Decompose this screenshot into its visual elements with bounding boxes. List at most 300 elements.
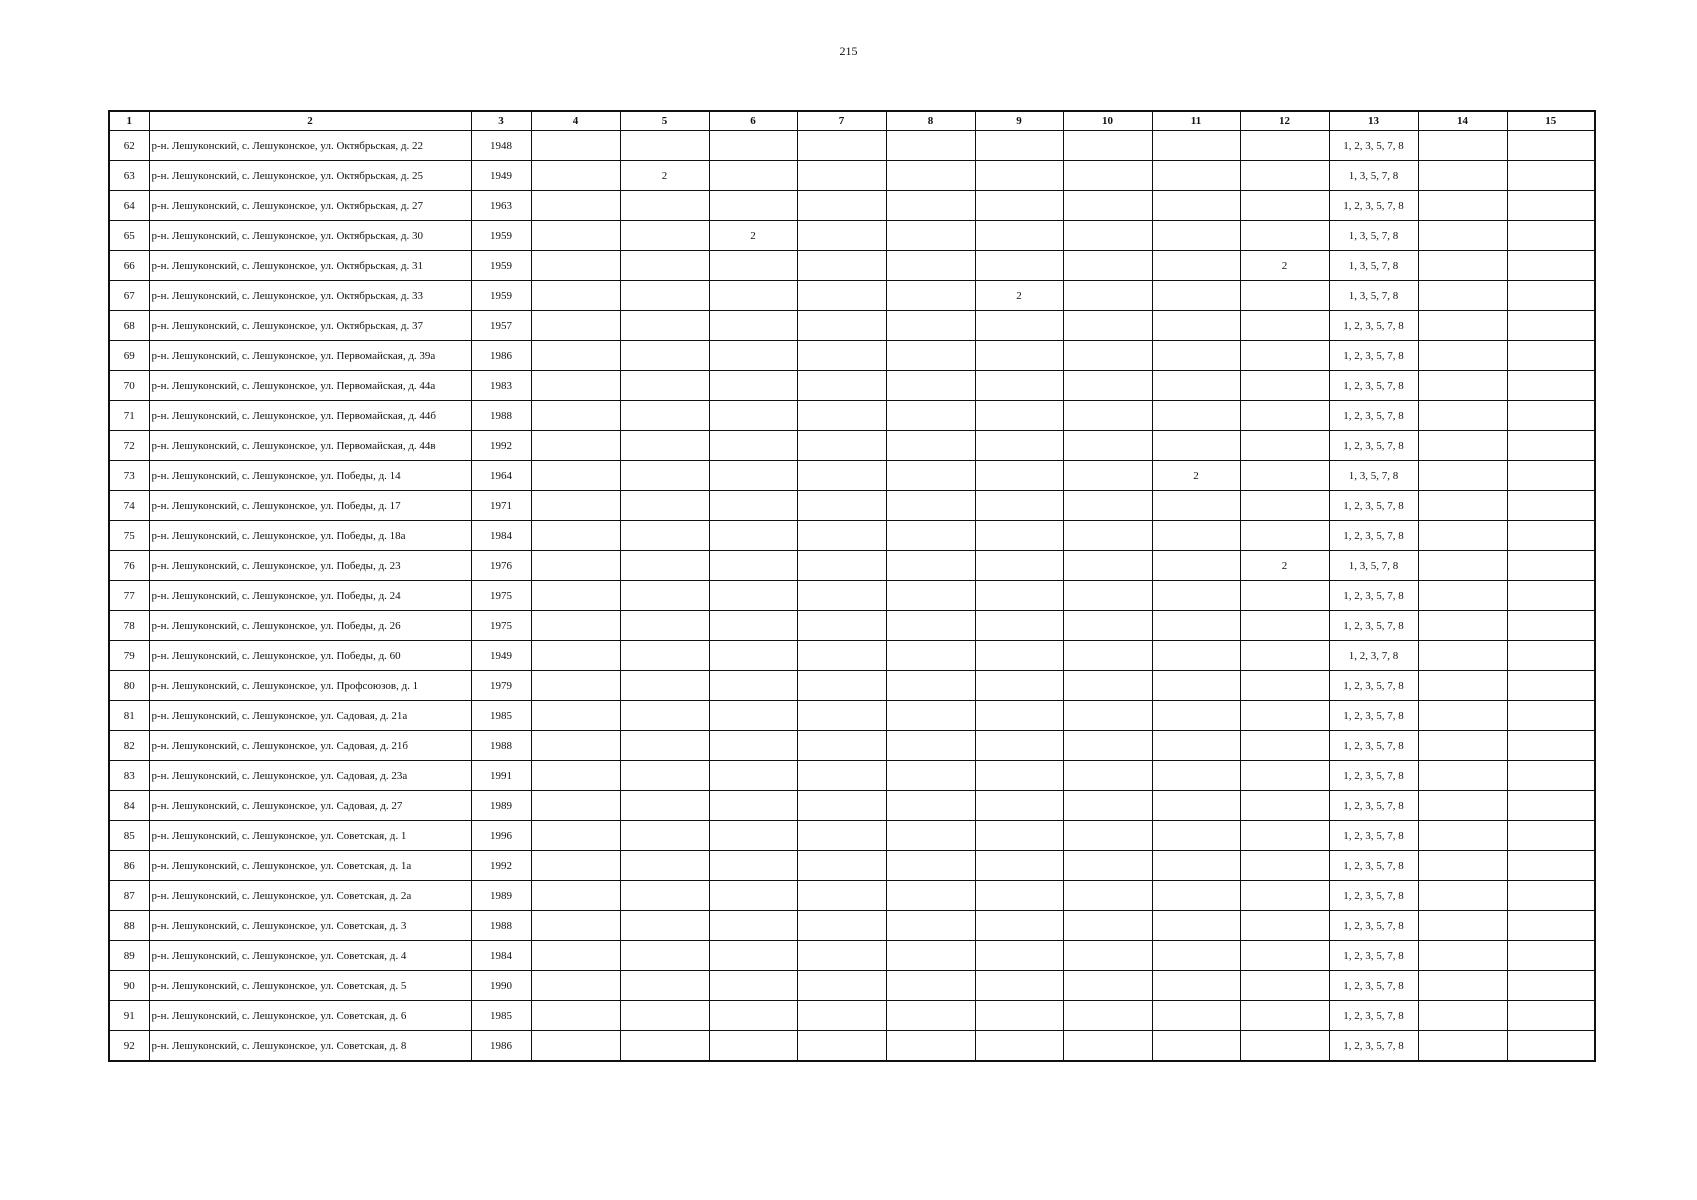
table-cell-col-13: 1, 2, 3, 5, 7, 8 [1329,581,1418,611]
table-cell-col-15 [1507,161,1595,191]
table-cell-col-10 [1063,371,1152,401]
table-cell-col-11 [1152,611,1240,641]
table-cell-col-4 [531,821,620,851]
table-cell-col-15 [1507,251,1595,281]
table-cell-col-15 [1507,191,1595,221]
table-cell-col-1: 66 [109,251,149,281]
table-cell-col-15 [1507,731,1595,761]
table-cell-col-9 [975,641,1063,671]
table-cell-col-10 [1063,191,1152,221]
table-cell-col-7 [797,401,886,431]
column-header-3: 3 [471,111,531,131]
table-cell-col-5 [620,671,709,701]
table-cell-col-5 [620,971,709,1001]
table-cell-col-1: 75 [109,521,149,551]
table-cell-col-13: 1, 2, 3, 5, 7, 8 [1329,521,1418,551]
table-row [109,1001,1595,1031]
table-cell-col-1: 82 [109,731,149,761]
table-cell-col-8 [886,1001,975,1031]
table-cell-col-11 [1152,551,1240,581]
table-cell-col-9: 2 [975,281,1063,311]
table-cell-col-11 [1152,881,1240,911]
table-cell-col-8 [886,791,975,821]
table-cell-col-6 [709,341,797,371]
table-cell-col-4 [531,1001,620,1031]
table-cell-col-9 [975,131,1063,161]
table-cell-col-14 [1418,221,1507,251]
column-header-13: 13 [1329,111,1418,131]
table-cell-col-8 [886,491,975,521]
table-cell-col-8 [886,911,975,941]
table-cell-col-11 [1152,221,1240,251]
table-cell-col-12 [1240,221,1329,251]
table-cell-col-9 [975,1031,1063,1062]
table-cell-col-8 [886,251,975,281]
table-cell-col-14 [1418,161,1507,191]
table-cell-col-7 [797,671,886,701]
table-cell-col-5 [620,371,709,401]
table-cell-col-10 [1063,221,1152,251]
table-cell-col-13: 1, 2, 3, 5, 7, 8 [1329,401,1418,431]
table-cell-col-10 [1063,671,1152,701]
table-cell-col-4 [531,1031,620,1062]
table-cell-col-12 [1240,491,1329,521]
column-header-9: 9 [975,111,1063,131]
table-cell-col-2: р-н. Лешуконский, с. Лешуконское, ул. Октябрьская, д. 25 [149,161,471,191]
table-cell-col-8 [886,431,975,461]
table-cell-col-2: р-н. Лешуконский, с. Лешуконское, ул. Профсоюзов, д. 1 [149,671,471,701]
table-row [109,851,1595,881]
table-cell-col-8 [886,971,975,1001]
table-cell-col-12 [1240,941,1329,971]
table-row [109,731,1595,761]
table-cell-col-11 [1152,971,1240,1001]
table-cell-col-11 [1152,911,1240,941]
table-cell-col-2: р-н. Лешуконский, с. Лешуконское, ул. Октябрьская, д. 22 [149,131,471,161]
table-cell-col-1: 76 [109,551,149,581]
table-cell-col-9 [975,401,1063,431]
table-cell-col-2: р-н. Лешуконский, с. Лешуконское, ул. Советская, д. 1 [149,821,471,851]
table-cell-col-14 [1418,611,1507,641]
table-cell-col-11: 2 [1152,461,1240,491]
table-cell-col-3: 1988 [471,401,531,431]
table-cell-col-12 [1240,401,1329,431]
table-cell-col-4 [531,791,620,821]
table-cell-col-14 [1418,671,1507,701]
table-cell-col-4 [531,701,620,731]
table-cell-col-8 [886,761,975,791]
table-cell-col-10 [1063,311,1152,341]
table-cell-col-7 [797,251,886,281]
table-cell-col-9 [975,791,1063,821]
table-cell-col-7 [797,341,886,371]
table-cell-col-13: 1, 2, 3, 5, 7, 8 [1329,941,1418,971]
table-cell-col-12 [1240,611,1329,641]
table-cell-col-5 [620,431,709,461]
table-cell-col-2: р-н. Лешуконский, с. Лешуконское, ул. Победы, д. 26 [149,611,471,641]
table-cell-col-15 [1507,611,1595,641]
table-cell-col-14 [1418,131,1507,161]
table-cell-col-3: 1996 [471,821,531,851]
table-cell-col-7 [797,221,886,251]
table-cell-col-4 [531,191,620,221]
table-cell-col-11 [1152,941,1240,971]
table-row [109,251,1595,281]
table-cell-col-6 [709,941,797,971]
table-cell-col-11 [1152,701,1240,731]
table-cell-col-5 [620,401,709,431]
column-header-10: 10 [1063,111,1152,131]
table-cell-col-2: р-н. Лешуконский, с. Лешуконское, ул. Советская, д. 1а [149,851,471,881]
table-cell-col-2: р-н. Лешуконский, с. Лешуконское, ул. Победы, д. 17 [149,491,471,521]
table-cell-col-1: 67 [109,281,149,311]
table-cell-col-10 [1063,281,1152,311]
table-cell-col-12 [1240,581,1329,611]
table-cell-col-8 [886,611,975,641]
table-cell-col-5 [620,821,709,851]
table-cell-col-8 [886,821,975,851]
table-cell-col-11 [1152,521,1240,551]
table-cell-col-14 [1418,491,1507,521]
table-cell-col-2: р-н. Лешуконский, с. Лешуконское, ул. Первомайская, д. 44в [149,431,471,461]
table-cell-col-2: р-н. Лешуконский, с. Лешуконское, ул. Первомайская, д. 39а [149,341,471,371]
table-cell-col-10 [1063,341,1152,371]
table-cell-col-12 [1240,371,1329,401]
table-cell-col-10 [1063,761,1152,791]
table-cell-col-10 [1063,881,1152,911]
table-cell-col-7 [797,1031,886,1062]
table-cell-col-7 [797,971,886,1001]
table-cell-col-12 [1240,851,1329,881]
table-cell-col-4 [531,761,620,791]
table-cell-col-11 [1152,641,1240,671]
table-cell-col-8 [886,641,975,671]
table-cell-col-8 [886,581,975,611]
table-cell-col-7 [797,881,886,911]
table-cell-col-2: р-н. Лешуконский, с. Лешуконское, ул. Садовая, д. 21а [149,701,471,731]
table-cell-col-1: 83 [109,761,149,791]
table-cell-col-14 [1418,461,1507,491]
table-cell-col-6 [709,731,797,761]
table-cell-col-1: 63 [109,161,149,191]
table-cell-col-6: 2 [709,221,797,251]
table-cell-col-15 [1507,911,1595,941]
table-cell-col-2: р-н. Лешуконский, с. Лешуконское, ул. Победы, д. 24 [149,581,471,611]
table-cell-col-13: 1, 2, 3, 5, 7, 8 [1329,341,1418,371]
table-cell-col-1: 79 [109,641,149,671]
table-cell-col-14 [1418,1031,1507,1062]
table-cell-col-10 [1063,731,1152,761]
table-cell-col-10 [1063,161,1152,191]
table-cell-col-2: р-н. Лешуконский, с. Лешуконское, ул. Советская, д. 3 [149,911,471,941]
table-cell-col-11 [1152,191,1240,221]
column-header-6: 6 [709,111,797,131]
table-cell-col-10 [1063,581,1152,611]
table-cell-col-13: 1, 2, 3, 5, 7, 8 [1329,671,1418,701]
table-cell-col-2: р-н. Лешуконский, с. Лешуконское, ул. Садовая, д. 21б [149,731,471,761]
table-cell-col-2: р-н. Лешуконский, с. Лешуконское, ул. Советская, д. 6 [149,1001,471,1031]
table-row [109,701,1595,731]
table-cell-col-4 [531,971,620,1001]
table-cell-col-10 [1063,911,1152,941]
table-row [109,281,1595,311]
table-cell-col-7 [797,491,886,521]
table-cell-col-3: 1971 [471,491,531,521]
table-cell-col-4 [531,131,620,161]
table-cell-col-4 [531,911,620,941]
table-cell-col-1: 77 [109,581,149,611]
column-header-15: 15 [1507,111,1595,131]
table-cell-col-9 [975,851,1063,881]
table-cell-col-7 [797,521,886,551]
table-cell-col-5 [620,701,709,731]
table-cell-col-4 [531,551,620,581]
table-cell-col-2: р-н. Лешуконский, с. Лешуконское, ул. Октябрьская, д. 30 [149,221,471,251]
table-cell-col-4 [531,371,620,401]
table-cell-col-15 [1507,971,1595,1001]
table-cell-col-1: 92 [109,1031,149,1062]
table-cell-col-9 [975,341,1063,371]
table-cell-col-12 [1240,641,1329,671]
table-cell-col-12 [1240,1001,1329,1031]
table-row [109,881,1595,911]
table-cell-col-11 [1152,1031,1240,1062]
table-cell-col-1: 65 [109,221,149,251]
table-cell-col-4 [531,731,620,761]
table-cell-col-2: р-н. Лешуконский, с. Лешуконское, ул. Советская, д. 5 [149,971,471,1001]
table-cell-col-10 [1063,401,1152,431]
table-cell-col-14 [1418,941,1507,971]
table-cell-col-7 [797,641,886,671]
table-cell-col-5 [620,521,709,551]
table-cell-col-9 [975,461,1063,491]
table-cell-col-15 [1507,581,1595,611]
table-cell-col-5 [620,851,709,881]
table-cell-col-5 [620,911,709,941]
table-cell-col-5 [620,491,709,521]
table-cell-col-6 [709,461,797,491]
table-cell-col-7 [797,371,886,401]
table-cell-col-9 [975,551,1063,581]
table-cell-col-7 [797,161,886,191]
table-cell-col-4 [531,251,620,281]
table-cell-col-3: 1949 [471,161,531,191]
table-cell-col-13: 1, 2, 3, 5, 7, 8 [1329,731,1418,761]
table-cell-col-6 [709,581,797,611]
table-cell-col-10 [1063,1001,1152,1031]
table-cell-col-3: 1988 [471,911,531,941]
table-cell-col-3: 1975 [471,611,531,641]
table-cell-col-12 [1240,701,1329,731]
table-cell-col-3: 1992 [471,851,531,881]
table-cell-col-1: 87 [109,881,149,911]
table-cell-col-2: р-н. Лешуконский, с. Лешуконское, ул. Октябрьская, д. 33 [149,281,471,311]
table-cell-col-12 [1240,881,1329,911]
column-header-14: 14 [1418,111,1507,131]
table-cell-col-2: р-н. Лешуконский, с. Лешуконское, ул. Победы, д. 18а [149,521,471,551]
table-cell-col-8 [886,311,975,341]
table-cell-col-9 [975,191,1063,221]
column-header-11: 11 [1152,111,1240,131]
table-cell-col-7 [797,791,886,821]
column-header-1: 1 [109,111,149,131]
table-cell-col-10 [1063,701,1152,731]
table-cell-col-7 [797,761,886,791]
table-cell-col-3: 1959 [471,221,531,251]
table-cell-col-8 [886,1031,975,1062]
table-cell-col-6 [709,971,797,1001]
table-cell-col-13: 1, 3, 5, 7, 8 [1329,221,1418,251]
table-cell-col-8 [886,221,975,251]
table-row [109,431,1595,461]
table-cell-col-1: 69 [109,341,149,371]
table-cell-col-6 [709,251,797,281]
table-row [109,911,1595,941]
table-cell-col-4 [531,461,620,491]
table-cell-col-10 [1063,641,1152,671]
table-cell-col-12 [1240,671,1329,701]
table-cell-col-11 [1152,821,1240,851]
table-cell-col-7 [797,551,886,581]
table-cell-col-12 [1240,521,1329,551]
table-cell-col-7 [797,461,886,491]
column-header-12: 12 [1240,111,1329,131]
table-cell-col-1: 74 [109,491,149,521]
table-cell-col-14 [1418,341,1507,371]
table-cell-col-1: 80 [109,671,149,701]
table-cell-col-1: 70 [109,371,149,401]
table-row [109,341,1595,371]
table-cell-col-11 [1152,311,1240,341]
table-cell-col-2: р-н. Лешуконский, с. Лешуконское, ул. Победы, д. 23 [149,551,471,581]
table-cell-col-9 [975,371,1063,401]
table-cell-col-12: 2 [1240,551,1329,581]
table-cell-col-1: 86 [109,851,149,881]
table-cell-col-13: 1, 2, 3, 5, 7, 8 [1329,311,1418,341]
table-cell-col-2: р-н. Лешуконский, с. Лешуконское, ул. Октябрьская, д. 37 [149,311,471,341]
table-cell-col-8 [886,551,975,581]
table-cell-col-6 [709,881,797,911]
column-header-2: 2 [149,111,471,131]
table-cell-col-13: 1, 2, 3, 5, 7, 8 [1329,611,1418,641]
table-cell-col-2: р-н. Лешуконский, с. Лешуконское, ул. Садовая, д. 23а [149,761,471,791]
table-cell-col-15 [1507,221,1595,251]
table-cell-col-9 [975,671,1063,701]
table-cell-col-5: 2 [620,161,709,191]
table-cell-col-5 [620,221,709,251]
table-cell-col-3: 1976 [471,551,531,581]
table-row [109,821,1595,851]
table-cell-col-4 [531,851,620,881]
table-cell-col-3: 1988 [471,731,531,761]
table-cell-col-6 [709,701,797,731]
table-cell-col-7 [797,911,886,941]
table-cell-col-3: 1964 [471,461,531,491]
table-cell-col-7 [797,851,886,881]
housing-register-table [108,110,1596,1062]
table-cell-col-11 [1152,131,1240,161]
table-cell-col-1: 62 [109,131,149,161]
table-cell-col-2: р-н. Лешуконский, с. Лешуконское, ул. Советская, д. 4 [149,941,471,971]
table-cell-col-10 [1063,521,1152,551]
table-cell-col-5 [620,311,709,341]
table-cell-col-12 [1240,1031,1329,1062]
table-cell-col-13: 1, 2, 3, 5, 7, 8 [1329,431,1418,461]
column-number-header-row [109,111,1595,131]
table-cell-col-15 [1507,791,1595,821]
table-cell-col-12 [1240,911,1329,941]
table-row [109,461,1595,491]
table-cell-col-12 [1240,281,1329,311]
table-cell-col-15 [1507,881,1595,911]
table-cell-col-6 [709,311,797,341]
table-cell-col-4 [531,521,620,551]
table-cell-col-13: 1, 2, 3, 5, 7, 8 [1329,1031,1418,1062]
table-cell-col-10 [1063,131,1152,161]
table-cell-col-10 [1063,461,1152,491]
table-cell-col-6 [709,431,797,461]
table-cell-col-13: 1, 2, 3, 5, 7, 8 [1329,761,1418,791]
table-row [109,521,1595,551]
table-cell-col-5 [620,461,709,491]
table-cell-col-11 [1152,161,1240,191]
table-cell-col-12 [1240,461,1329,491]
table-cell-col-11 [1152,491,1240,521]
table-cell-col-5 [620,1001,709,1031]
table-cell-col-1: 90 [109,971,149,1001]
table-cell-col-6 [709,641,797,671]
table-cell-col-3: 1984 [471,941,531,971]
table-cell-col-2: р-н. Лешуконский, с. Лешуконское, ул. Октябрьская, д. 27 [149,191,471,221]
table-cell-col-15 [1507,821,1595,851]
table-cell-col-9 [975,431,1063,461]
table-cell-col-14 [1418,731,1507,761]
table-cell-col-3: 1959 [471,281,531,311]
table-cell-col-13: 1, 3, 5, 7, 8 [1329,461,1418,491]
table-row [109,611,1595,641]
table-cell-col-7 [797,941,886,971]
table-cell-col-14 [1418,371,1507,401]
table-cell-col-4 [531,641,620,671]
table-cell-col-8 [886,281,975,311]
table-cell-col-11 [1152,761,1240,791]
table-cell-col-14 [1418,851,1507,881]
table-cell-col-9 [975,971,1063,1001]
table-cell-col-15 [1507,311,1595,341]
table-cell-col-7 [797,1001,886,1031]
table-row [109,1031,1595,1062]
table-cell-col-6 [709,161,797,191]
table-cell-col-9 [975,911,1063,941]
table-cell-col-1: 71 [109,401,149,431]
table-cell-col-9 [975,581,1063,611]
table-cell-col-12 [1240,791,1329,821]
table-cell-col-15 [1507,1031,1595,1062]
table-cell-col-11 [1152,791,1240,821]
column-header-5: 5 [620,111,709,131]
table-cell-col-14 [1418,1001,1507,1031]
table-cell-col-13: 1, 2, 3, 5, 7, 8 [1329,971,1418,1001]
table-cell-col-9 [975,731,1063,761]
table-cell-col-14 [1418,401,1507,431]
table-cell-col-9 [975,251,1063,281]
table-row [109,971,1595,1001]
table-cell-col-4 [531,611,620,641]
table-cell-col-10 [1063,611,1152,641]
table-cell-col-15 [1507,491,1595,521]
table-cell-col-6 [709,521,797,551]
table-cell-col-10 [1063,851,1152,881]
